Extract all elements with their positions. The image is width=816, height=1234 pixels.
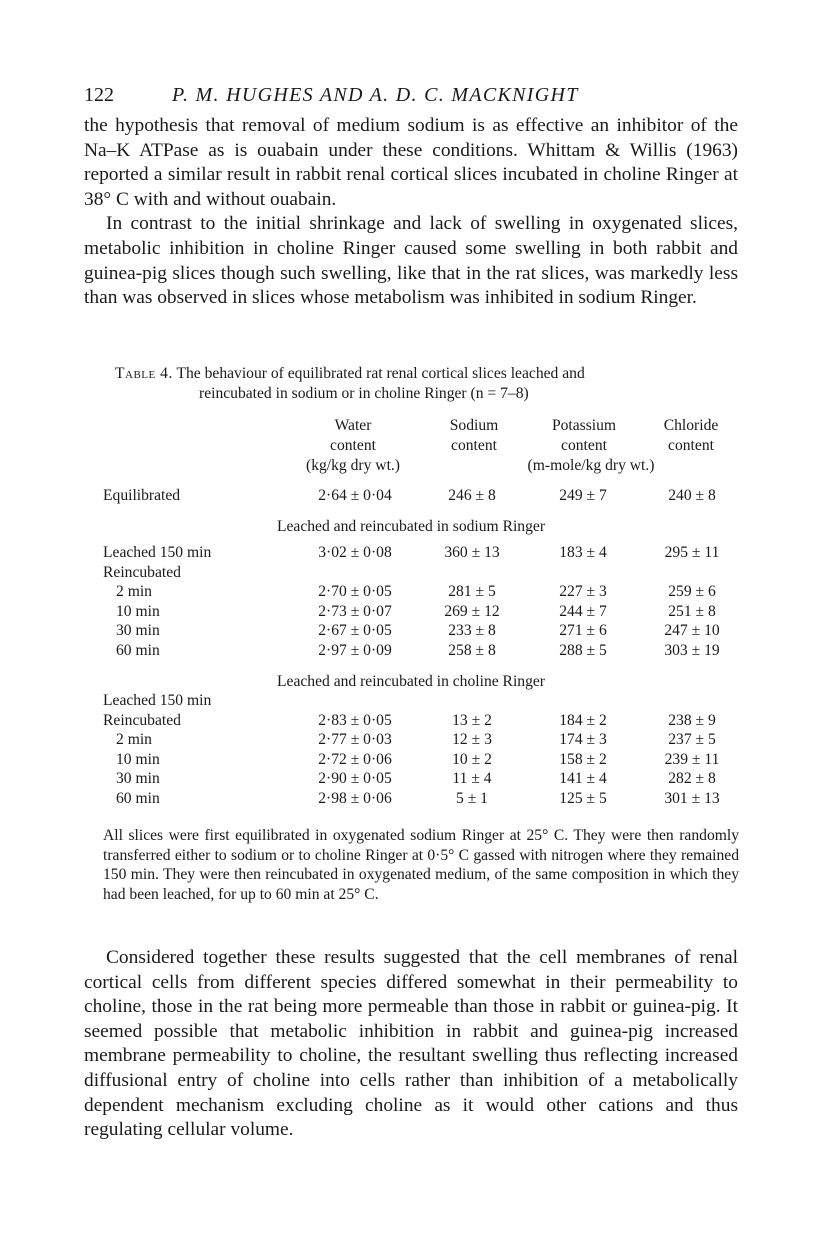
cell-water: 2·90 ± 0·05 — [318, 770, 392, 788]
row-label: 2 min — [116, 583, 152, 601]
cell-sodium: 258 ± 8 — [448, 642, 496, 659]
cell-chloride: 237 ± 5 — [668, 731, 716, 749]
col-header-water-2: content — [330, 437, 376, 454]
row-label: Leached 150 min — [103, 692, 212, 709]
cell-sodium: 269 ± 12 — [444, 602, 500, 620]
cell-water: 2·70 ± 0·05 — [318, 583, 392, 601]
row-label: 30 min — [116, 622, 160, 640]
col-header-chloride-2: content — [668, 437, 714, 454]
row-label: Reincubated — [103, 563, 181, 581]
cell-chloride: 301 ± 13 — [664, 790, 720, 807]
cell-water: 2·72 ± 0·06 — [318, 750, 392, 768]
page-body — [84, 84, 738, 311]
cell-water: 2·77 ± 0·03 — [318, 731, 392, 749]
cell-sodium: 281 ± 5 — [448, 583, 496, 601]
running-head — [84, 84, 738, 114]
row-label: 30 min — [116, 770, 160, 788]
cell-chloride: 303 ± 19 — [664, 642, 720, 659]
cell-chloride: 247 ± 10 — [664, 622, 720, 640]
row-label: 2 min — [116, 731, 152, 749]
section-title-sodium: Leached and reincubated in sodium Ringer — [276, 518, 546, 535]
row-label: Reincubated — [103, 711, 181, 729]
cell-water: 2·83 ± 0·05 — [318, 711, 392, 729]
table-caption-line1: The behaviour of equilibrated rat renal cortical slices leached and — [176, 365, 585, 382]
cell-sodium: 10 ± 2 — [452, 750, 492, 768]
col-header-water-1: Water — [334, 417, 372, 434]
table-footnote: All slices were first equilibrated in oxygenated sodium Ringer at 25° C. They were then randomly transferred either to sodium or to choline Ringer at 0·5° C gassed with nitrogen where they remained 150 min. They were then reincubated in oxygenated medium, of the same composition in which they had been leached, for up to 60 min at 25° C. — [103, 827, 739, 903]
cell-potassium: 158 ± 2 — [559, 750, 607, 768]
paragraph: Considered together these results suggested that the cell membranes of renal cortical cells from different species differed somewhat in their permeability to choline, those in the rat being more permeable than those in rabbit or guinea-pig. It seemed possible that metabolic inhibition in rabbit and guinea-pig increased membrane permeability to choline, the resultant swelling thus reflecting increased diffusional entry of choline into cells rather than inhibition of a metabolically dependent mechanism excluding choline as it would other cations and thus regulating cellular volume. — [84, 947, 738, 1141]
cell-chloride: 295 ± 11 — [664, 544, 720, 561]
paragraph: the hypothesis that removal of medium sodium is as effective an inhibitor of the Na–K ATPase as is ouabain under these conditions. Whittam & Willis (1963) reported a similar result in rabbit renal cortical slices incubated in choline Ringer at 38° C with and without ouabain. — [84, 115, 738, 210]
table-label: Table 4. — [115, 365, 173, 382]
col-header-sodium-1: Sodium — [449, 417, 499, 434]
cell-potassium: 271 ± 6 — [559, 622, 607, 640]
cell-potassium: 244 ± 7 — [559, 602, 607, 620]
col-header-units: (m-mole/kg dry wt.) — [527, 457, 655, 474]
row-label: Equilibrated — [103, 487, 181, 504]
cell-water: 2·73 ± 0·07 — [318, 602, 392, 620]
col-header-potassium-2: content — [561, 437, 607, 454]
cell-water: 2·97 ± 0·09 — [318, 642, 392, 659]
cell-sodium: 233 ± 8 — [448, 622, 496, 640]
cell-chloride: 238 ± 9 — [668, 711, 716, 729]
cell-chloride: 282 ± 8 — [668, 770, 716, 788]
cell-sodium: 5 ± 1 — [456, 790, 488, 807]
cell-sodium: 360 ± 13 — [444, 544, 500, 561]
cell-chloride: 240 ± 8 — [668, 487, 716, 504]
col-header-potassium-1: Potassium — [551, 417, 617, 434]
cell-potassium: 227 ± 3 — [559, 583, 607, 601]
col-header-water-3: (kg/kg dry wt.) — [306, 457, 400, 474]
table-caption — [115, 364, 715, 404]
cell-sodium: 11 ± 4 — [452, 770, 492, 788]
cell-sodium: 246 ± 8 — [448, 487, 496, 504]
section-title-choline: Leached and reincubated in choline Ringer — [276, 673, 546, 690]
cell-potassium: 288 ± 5 — [559, 642, 607, 659]
cell-chloride: 259 ± 6 — [668, 583, 716, 601]
cell-water: 3·02 ± 0·08 — [318, 544, 392, 561]
col-header-chloride-1: Chloride — [663, 417, 719, 434]
cell-potassium: 125 ± 5 — [559, 790, 607, 807]
paragraph: In contrast to the initial shrinkage and lack of swelling in oxygenated slices, metabolic inhibition in choline Ringer caused some swelling in both rabbit and guinea-pig slices though such swelling, like that in the rat slices, was markedly less than was observed in slices whose metabolism was inhibited in sodium Ringer. — [84, 213, 738, 309]
col-header-sodium-2: content — [451, 437, 497, 454]
cell-potassium: 249 ± 7 — [559, 487, 607, 504]
cell-water: 2·67 ± 0·05 — [318, 622, 392, 640]
cell-potassium: 174 ± 3 — [559, 731, 607, 749]
cell-potassium: 183 ± 4 — [559, 544, 607, 561]
cell-water: 2·98 ± 0·06 — [318, 790, 392, 807]
cell-potassium: 141 ± 4 — [559, 770, 607, 788]
cell-chloride: 251 ± 8 — [668, 602, 716, 620]
running-head-authors: P. M. HUGHES AND A. D. C. MACKNIGHT — [172, 84, 579, 106]
row-label: 60 min — [116, 790, 160, 807]
cell-potassium: 184 ± 2 — [559, 711, 607, 729]
page-number: 122 — [84, 84, 114, 106]
row-label: 60 min — [116, 642, 160, 659]
cell-water: 2·64 ± 0·04 — [318, 487, 392, 504]
table-caption-line2: reincubated in sodium or in choline Ringer (n = 7–8) — [199, 385, 529, 402]
cell-chloride: 239 ± 11 — [664, 750, 720, 768]
cell-sodium: 12 ± 3 — [452, 731, 492, 749]
row-label: 10 min — [116, 602, 160, 620]
row-label: 10 min — [116, 750, 160, 768]
row-label: Leached 150 min — [103, 544, 212, 561]
cell-sodium: 13 ± 2 — [452, 711, 492, 729]
